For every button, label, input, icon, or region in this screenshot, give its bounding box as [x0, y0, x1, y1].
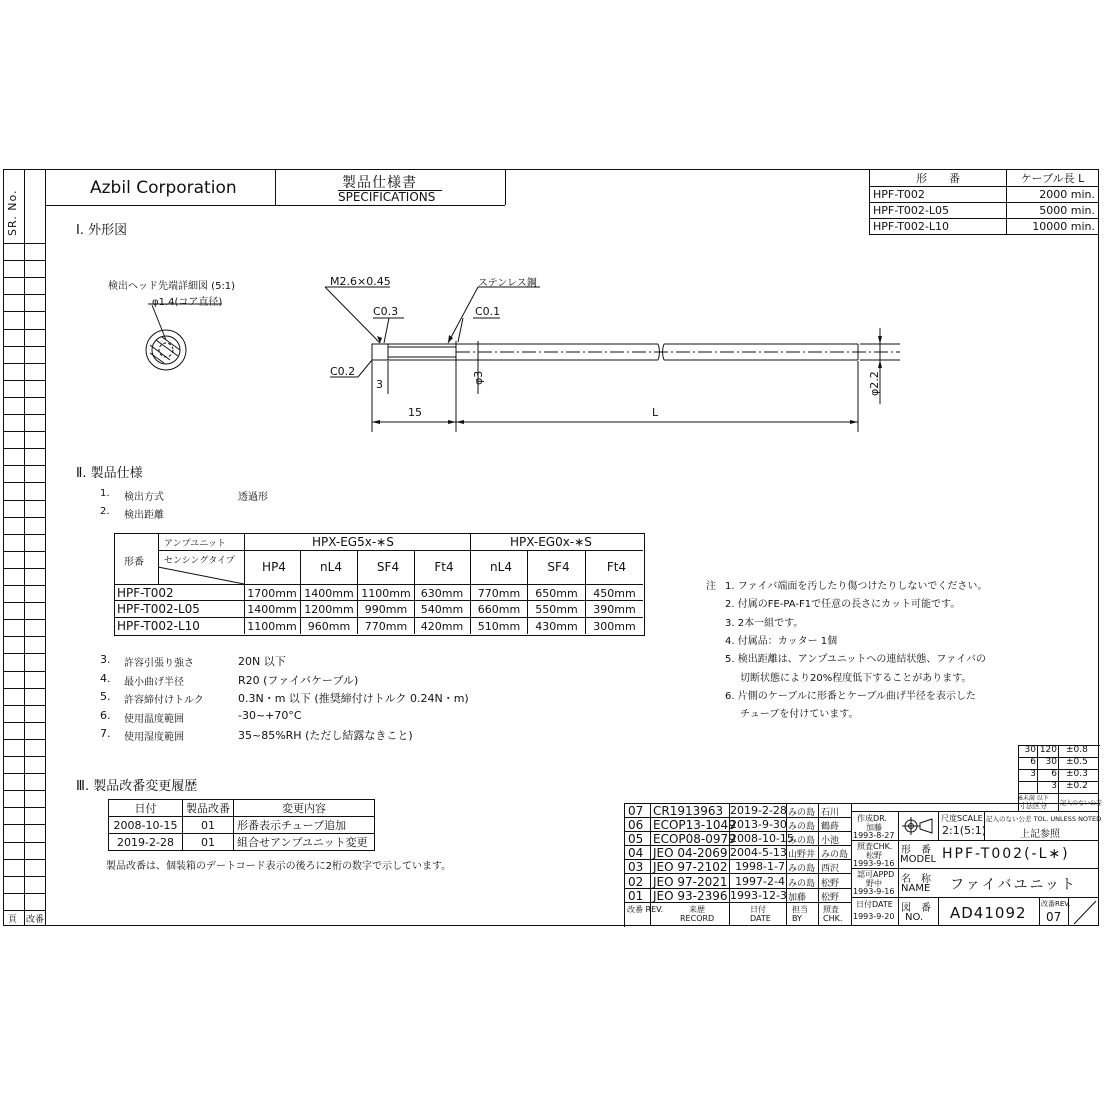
drawn-date: 1993-8-27: [853, 831, 895, 840]
rev-no: 06: [628, 818, 644, 833]
tol-to: 120: [1039, 745, 1057, 755]
history-content: 組合せアンプユニット変更: [234, 834, 375, 851]
spec-value: 770mm: [364, 620, 408, 633]
tol-from: 3: [1030, 769, 1036, 779]
appd-by: 野中: [866, 879, 882, 888]
spec-value: 420mm: [420, 620, 464, 633]
rev-by: みの島: [788, 864, 816, 875]
tol-foot2: 寸法区分: [1019, 802, 1047, 810]
foot-chk: 照査 CHK.: [823, 905, 843, 923]
spec-value: 20N 以下: [238, 655, 286, 668]
rev-chk: 松野: [821, 878, 840, 889]
thread-label: M2.6×0.45: [330, 275, 391, 288]
group-eg5: HPX-EG5x-∗S: [312, 535, 394, 549]
company-name: Azbil Corporation: [90, 178, 237, 198]
tol-unless-label: 記入のない公差 TOL. UNLESS NOTED: [986, 815, 1102, 823]
spec-value: 990mm: [364, 603, 408, 616]
spec-no: 4.: [100, 671, 111, 685]
spec-value: 540mm: [420, 603, 464, 616]
rev-date: 1997-2-4: [735, 874, 785, 888]
sensing-type: Ft4: [434, 560, 454, 574]
foot-rev: 改番 REV.: [627, 905, 664, 914]
rev-chk: 西沢: [821, 864, 840, 875]
spec-no: 6.: [100, 708, 111, 722]
spec-value: 300mm: [593, 620, 636, 633]
rev-record: JEO 97-2102: [653, 860, 728, 875]
spec-value: 510mm: [477, 620, 521, 633]
drawing-number: AD41092: [950, 904, 1027, 922]
appd-date: 1993-9-16: [853, 887, 895, 896]
col-date: 日付: [109, 800, 183, 817]
page-label: 頁: [8, 915, 18, 925]
tol-value: ±0.3: [1066, 769, 1088, 779]
rev-record: ECOP08-0979: [653, 832, 736, 847]
cable-length: 2000 min.: [1007, 187, 1099, 203]
section2-title: Ⅱ. 製品仕様: [76, 466, 143, 481]
sensing-type: SF4: [376, 560, 400, 574]
section3-title: Ⅲ. 製品改番変更履歴: [76, 779, 198, 794]
rev-date: 2013-9-30: [730, 818, 787, 832]
chamfer-c01: C0.1: [475, 305, 501, 318]
scale-value: 2:1(5:1): [942, 824, 986, 837]
revision-label: 改番: [26, 915, 45, 925]
spec-model: HPF-T002-L05: [117, 602, 200, 616]
rev-by: 加藤: [788, 892, 807, 903]
chk-date: 1993-9-16: [853, 859, 895, 868]
tol-foot3: 記入のない公差: [1060, 800, 1103, 807]
spec-value: 550mm: [535, 603, 578, 616]
sensing-type: nL4: [320, 560, 342, 574]
rev-record: JEO 04-2069: [653, 846, 728, 861]
tol-value: ±0.2: [1066, 781, 1088, 791]
rev-chk: みの島: [821, 850, 849, 861]
spec-value: 1400mm: [304, 587, 354, 600]
spec-value: 960mm: [307, 620, 351, 633]
spec-value: 1200mm: [304, 603, 354, 616]
header-sensing: センシングタイプ: [164, 556, 235, 566]
date-label: 日付DATE: [856, 900, 893, 909]
drawn-label: 作成DR.: [857, 814, 887, 823]
rev-no: 02: [628, 874, 644, 889]
doc-title-en: SPECIFICATIONS: [338, 190, 436, 204]
spec-label: 使用温度範囲: [124, 713, 184, 725]
rev-no: 01: [628, 888, 644, 903]
spec-value: R20 (ファイバケーブル): [238, 673, 359, 687]
date-value: 1993-9-20: [853, 912, 895, 921]
model-label-jp: 形 番: [901, 845, 931, 856]
foot-record: 来歴 RECORD: [680, 905, 715, 923]
chk-label: 照査CHK.: [857, 842, 893, 851]
col-model: 形 番: [870, 170, 1007, 187]
header-amp: アンプユニット: [164, 539, 226, 549]
rev-by: みの島: [788, 808, 816, 818]
sensing-type: Ft4: [606, 560, 627, 574]
rev-no: 04: [628, 846, 644, 861]
cable-length: 10000 min.: [1007, 219, 1099, 235]
tol-to: 6: [1051, 769, 1057, 779]
chamfer-c02: C0.2: [330, 365, 356, 378]
rev-by: みの島: [788, 878, 816, 889]
rev-value: 07: [1046, 910, 1062, 924]
cable-model: HPF-T002-L10: [870, 219, 1007, 235]
tol-from: 30: [1024, 745, 1036, 755]
col-content: 変更内容: [234, 800, 375, 817]
cable-model: HPF-T002-L05: [870, 203, 1007, 219]
spec-no: 2.: [100, 506, 110, 517]
rev-chk: 松野: [821, 892, 840, 903]
rev-record: JEO 97-2021: [653, 874, 728, 889]
rev-chk: 小池: [821, 836, 840, 847]
spec-no: 7.: [100, 727, 111, 740]
spec-model: HPF-T002-L10: [117, 619, 200, 633]
section1-title: Ⅰ. 外形図: [76, 223, 128, 238]
spec-label: 検出方式: [124, 492, 164, 503]
spec-value: 0.3N・m 以下 (推奨締付けトルク 0.24N・m): [238, 692, 469, 705]
rev-record: ECOP13-1049: [653, 818, 736, 833]
sensing-type: HP4: [262, 560, 286, 574]
rev-label: 改番REV.: [1041, 900, 1071, 908]
spec-no: 1.: [100, 488, 110, 499]
spec-label: 許容締付けトルク: [124, 695, 204, 706]
history-date: 2008-10-15: [109, 817, 183, 834]
dim-phi22: φ2.2: [868, 371, 881, 396]
spec-value: 35~85%RH (ただし結露なきこと): [238, 729, 413, 742]
rev-date: 1993-12-3: [730, 888, 787, 902]
dim-15: 15: [408, 406, 422, 419]
foot-date: 日付 DATE: [750, 905, 771, 923]
tol-value: ±0.5: [1066, 757, 1088, 767]
tol-value: ±0.8: [1066, 745, 1088, 755]
rev-no: 03: [628, 860, 644, 875]
rev-by: 山野井: [788, 850, 816, 861]
note-line: 2. 付属のFE-PA-F1で任意の長さにカット可能です。: [725, 599, 961, 611]
note-line: 1. ファイバ端面を汚したり傷つけたりしないでください。: [725, 581, 988, 592]
model-label-en: MODEL: [900, 854, 937, 865]
no-label-en: NO.: [905, 912, 924, 923]
rev-date: 2008-10-15: [730, 832, 794, 846]
dim-L: L: [652, 406, 659, 419]
notes-head: 注: [706, 581, 716, 592]
tol-foot1: 6未満 以下: [1019, 795, 1049, 802]
cable-model: HPF-T002: [870, 187, 1007, 203]
rev-no: 07: [628, 804, 644, 818]
history-rev: 01: [183, 834, 234, 851]
rev-chk: 石川: [821, 808, 840, 818]
name-label-en: NAME: [901, 883, 931, 894]
appd-label: 認可APPD: [857, 870, 895, 879]
spec-label: 許容引張り強さ: [124, 658, 194, 669]
spec-value: 1100mm: [361, 587, 411, 600]
rev-chk: 鶴蒔: [821, 822, 840, 833]
tol-to: 3: [1051, 781, 1057, 791]
rev-by: みの島: [788, 822, 816, 833]
note-line: 6. 片側のケーブルに形番とケーブル曲げ半径を表示した: [725, 690, 976, 702]
name-label-jp: 名 称: [901, 874, 931, 885]
note-line: チューブを付けています。: [740, 709, 859, 721]
spec-no: 3.: [100, 653, 111, 666]
rev-date: 1998-1-7: [735, 860, 785, 874]
spec-value: 630mm: [420, 587, 464, 600]
note-line: 切断状態により20%程度低下することがあります。: [740, 672, 972, 684]
material-label: ステンレス鋼: [478, 278, 537, 289]
history-date: 2019-2-28: [109, 834, 183, 851]
rev-record: CR1913963: [653, 804, 724, 818]
spec-value: 430mm: [535, 620, 578, 633]
spec-label: 最小曲げ半径: [124, 676, 184, 688]
rev-record: JEO 93-2396: [653, 888, 728, 903]
tol-unless-value: 上記参照: [1020, 829, 1060, 840]
rev-no: 05: [628, 832, 644, 847]
col-rev: 製品改番: [183, 800, 234, 817]
sr-no-label: SR. No.: [6, 189, 19, 236]
spec-label: 検出距離: [124, 510, 164, 521]
col-length: ケーブル長 L: [1007, 170, 1099, 187]
spec-label: 使用湿度範囲: [124, 732, 184, 743]
note-line: 5. 検出距離は、アンプユニットへの連結状態、ファイバの: [725, 654, 987, 666]
detail-diameter: φ1.4(コア直径): [152, 297, 223, 308]
tol-from: 6: [1030, 757, 1036, 767]
spec-model: HPF-T002: [117, 586, 174, 600]
foot-by: 担当 BY: [792, 905, 808, 923]
spec-value: 770mm: [477, 587, 521, 600]
spec-value: 1100mm: [247, 620, 297, 633]
drawn-by: 加藤: [866, 823, 882, 832]
rev-date: 2004-5-13: [730, 846, 787, 860]
spec-no: 5.: [100, 690, 111, 703]
history-rev: 01: [183, 817, 234, 834]
chk-by: 松野: [866, 851, 882, 860]
no-label-jp: 図 番: [901, 903, 931, 914]
group-eg0: HPX-EG0x-∗S: [510, 535, 592, 549]
chamfer-c03: C0.3: [373, 305, 399, 318]
doc-title-jp: 製品仕様書: [342, 175, 417, 191]
note-line: 3. 2本一組です。: [725, 617, 804, 629]
spec-value: -30~+70°C: [238, 708, 302, 722]
rev-by: みの島: [788, 836, 816, 847]
header-model: 形番: [124, 557, 144, 568]
model-value: HPF-T002(-L∗): [942, 846, 1070, 862]
sensing-type: nL4: [490, 560, 512, 574]
spec-value: 1400mm: [247, 603, 297, 616]
spec-value: 1700mm: [247, 587, 297, 600]
scale-label: 尺度SCALE: [941, 814, 983, 823]
spec-value: 650mm: [535, 587, 578, 600]
history-footnote: 製品改番は、個装箱のデートコード表示の後ろに2桁の数字で示しています。: [106, 861, 452, 872]
spec-value: 450mm: [593, 587, 636, 600]
detail-label: 検出ヘッド先端詳細図 (5:1): [108, 281, 236, 292]
dim-3: 3: [376, 378, 383, 391]
spec-value: 390mm: [593, 603, 636, 616]
history-content: 形番表示チューブ追加: [234, 817, 375, 834]
spec-value: 透過形: [238, 492, 268, 503]
note-line: 4. 付属品：カッター 1個: [725, 635, 838, 647]
name-value: ファイバユニット: [950, 877, 1077, 893]
rev-date: 2019-2-28: [730, 804, 787, 817]
dim-phi3: φ3: [472, 370, 485, 385]
sensing-type: SF4: [547, 560, 570, 574]
cable-length: 5000 min.: [1007, 203, 1099, 219]
spec-value: 660mm: [477, 603, 521, 616]
tol-to: 30: [1045, 757, 1057, 767]
